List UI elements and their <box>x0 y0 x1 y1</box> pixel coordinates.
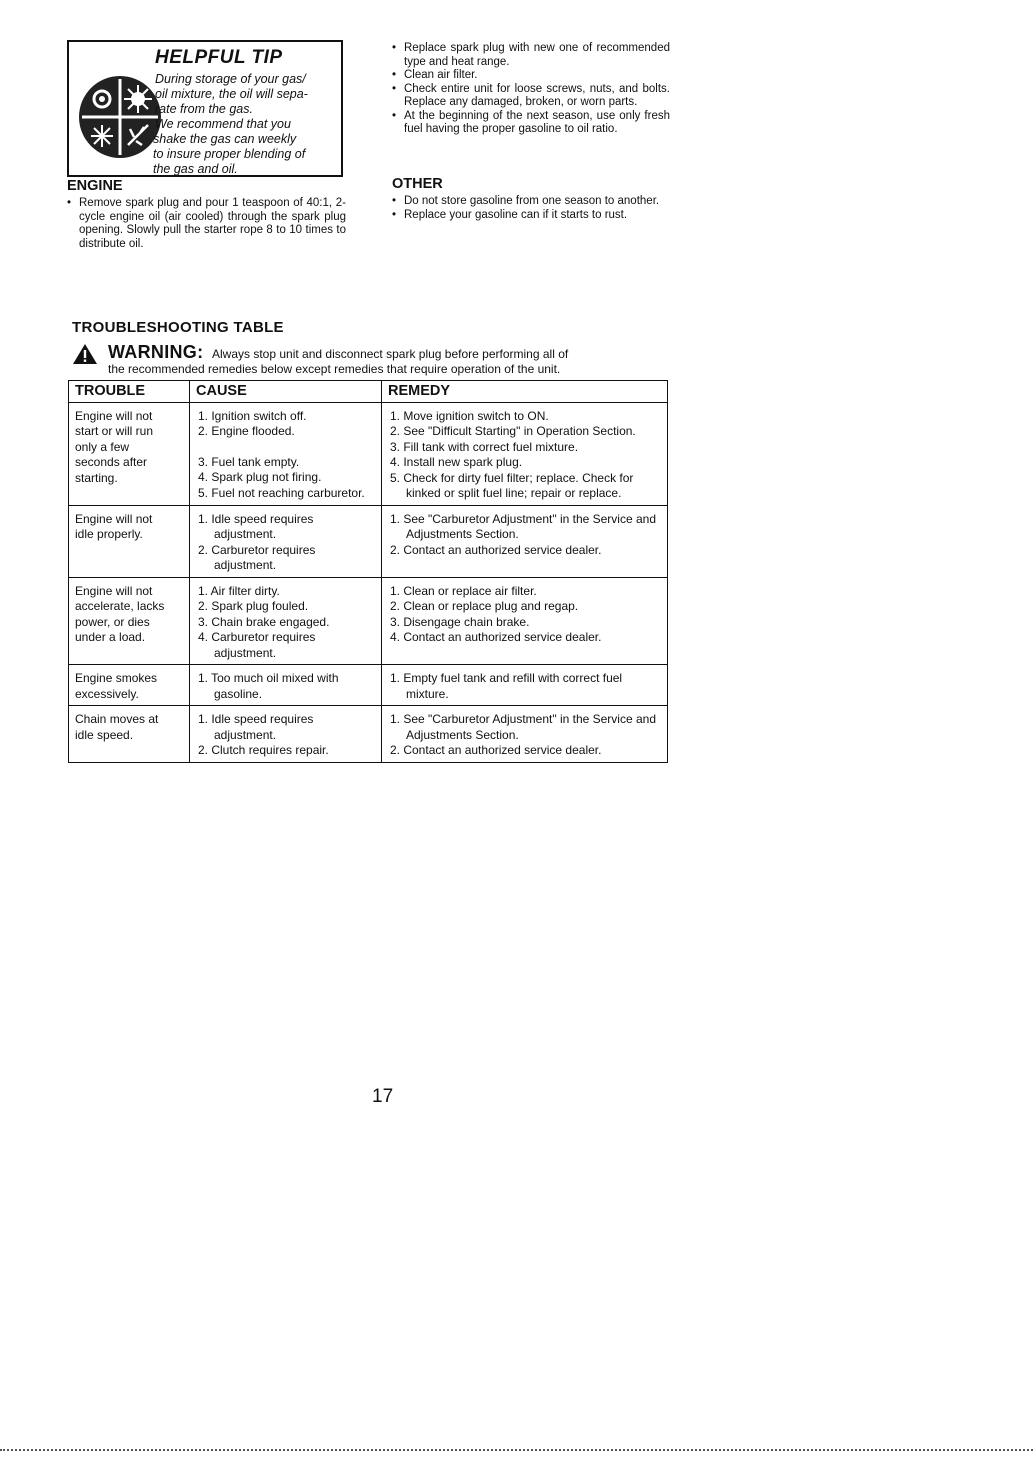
trouble-text: Engine smokes excessively. <box>75 671 158 701</box>
table-header-row <box>69 381 668 403</box>
other-list <box>392 195 670 222</box>
cause-item: 2. Engine flooded. <box>198 424 295 438</box>
header-remedy: REMEDY <box>382 381 668 403</box>
remedy-item: 1. See "Carburetor Adjustment" in the Service and Adjustments Section. <box>390 712 656 742</box>
trouble-text: Engine will not idle properly. <box>75 511 153 541</box>
cause-item: 5. Fuel not reaching carburetor. <box>198 485 365 500</box>
cause-cell <box>190 577 382 665</box>
other-heading: OTHER <box>392 176 443 192</box>
tip-line: During storage of your gas/ <box>155 72 306 86</box>
page-number: 17 <box>372 1086 394 1107</box>
helpful-tip-text <box>153 72 339 177</box>
cause-item: 3. Chain brake engaged. <box>198 614 330 629</box>
remedy-cell <box>382 706 668 763</box>
trouble-text: Engine will not start or will run only a few seconds after starting. <box>75 408 154 485</box>
remedy-item: 2. Clean or replace plug and regap. <box>390 599 579 613</box>
tip-line: oil mixture, the oil will sepa- <box>155 87 308 101</box>
remedy-item: 4. Contact an authorized service dealer. <box>390 630 602 644</box>
trouble-cell <box>69 706 190 763</box>
trouble-cell <box>69 577 190 665</box>
page-bottom-rule <box>0 1449 1033 1451</box>
remedy-cell <box>382 665 668 706</box>
table-row <box>69 665 668 706</box>
cause-cell <box>190 505 382 577</box>
remedy-item: 2. Contact an authorized service dealer. <box>390 542 602 557</box>
troubleshooting-table <box>68 380 668 763</box>
engine-bullet: • Remove spark plug and pour 1 teaspoon of 40:1, 2-cycle engine oil (air cooled) through the spark plug opening. Slowly pull the starter rope 8 to 10 times to distribute oil. <box>67 197 346 251</box>
storage-list <box>392 42 670 137</box>
tip-line: the gas and oil. <box>153 162 238 176</box>
remedy-item: 2. Contact an authorized service dealer. <box>390 743 602 757</box>
cause-cell <box>190 665 382 706</box>
cause-item: 2. Carburetor requires adjustment. <box>198 542 316 572</box>
table-row <box>69 505 668 577</box>
remedy-item: 1. Empty fuel tank and refill with correct fuel mixture. <box>390 671 623 701</box>
tip-line: shake the gas can weekly <box>153 132 297 146</box>
cause-item: 4. Spark plug not firing. <box>198 470 322 484</box>
table-row <box>69 706 668 763</box>
cause-item: 2. Clutch requires repair. <box>198 743 329 757</box>
helpful-tip-box <box>67 40 343 177</box>
trouble-cell <box>69 505 190 577</box>
warning-text: Always stop unit and disconnect spark plug before performing all of <box>212 347 569 361</box>
cause-item: 1. Idle speed requires adjustment. <box>198 511 314 541</box>
seasons-icon <box>78 75 162 159</box>
header-cause: CAUSE <box>190 381 382 403</box>
storage-bullet: • Replace spark plug with new one of recommended type and heat range. <box>392 42 670 69</box>
trouble-cell <box>69 665 190 706</box>
storage-bullet: • At the beginning of the next season, use only fresh fuel having the proper gasoline to oil ratio. <box>392 110 670 137</box>
storage-bullet: • Clean air filter. <box>392 69 670 83</box>
tip-line: to insure proper blending of <box>153 147 306 161</box>
trouble-cell <box>69 402 190 505</box>
cause-cell <box>190 402 382 505</box>
remedy-item: 4. Install new spark plug. <box>390 455 523 469</box>
remedy-cell <box>382 577 668 665</box>
remedy-cell <box>382 505 668 577</box>
cause-cell <box>190 706 382 763</box>
warning-text: the recommended remedies below except remedies that require operation of the unit. <box>108 362 561 376</box>
warning-icon <box>72 343 98 365</box>
cause-item: 1. Air filter dirty. <box>198 583 280 598</box>
trouble-text: Engine will not accelerate, lacks power, or dies under a load. <box>75 583 165 644</box>
cause-spacer <box>196 440 377 455</box>
cause-item: 1. Idle speed requires adjustment. <box>198 712 314 742</box>
troubleshooting-title: TROUBLESHOOTING TABLE <box>72 319 284 336</box>
other-bullet: • Do not store gasoline from one season to another. <box>392 195 670 209</box>
remedy-item: 2. See "Difficult Starting" in Operation Section. <box>390 424 636 438</box>
helpful-tip-title: HELPFUL TIP <box>155 47 283 68</box>
engine-heading: ENGINE <box>67 178 123 194</box>
remedy-item: 3. Fill tank with correct fuel mixture. <box>390 439 579 454</box>
remedy-item: 5. Check for dirty fuel filter; replace. Check for kinked or split fuel line; repair or replace. <box>390 470 634 500</box>
cause-item: 2. Spark plug fouled. <box>198 599 309 613</box>
tip-line: We recommend that you <box>155 117 291 131</box>
remedy-item: 1. Move ignition switch to ON. <box>390 408 549 423</box>
table-row <box>69 402 668 505</box>
engine-list <box>67 197 346 251</box>
tip-line: rate from the gas. <box>155 102 253 116</box>
cause-item: 3. Fuel tank empty. <box>198 454 300 469</box>
header-trouble: TROUBLE <box>69 381 190 403</box>
storage-bullet: • Check entire unit for loose screws, nuts, and bolts. Replace any damaged, broken, or worn parts. <box>392 83 670 110</box>
cause-item: 4. Carburetor requires adjustment. <box>198 630 316 660</box>
cause-item: 1. Ignition switch off. <box>198 408 307 423</box>
warning-label: WARNING: <box>108 342 204 362</box>
table-row <box>69 577 668 665</box>
trouble-text: Chain moves at idle speed. <box>75 712 159 742</box>
other-bullet: • Replace your gasoline can if it starts to rust. <box>392 209 670 223</box>
remedy-item: 1. Clean or replace air filter. <box>390 583 537 598</box>
remedy-cell <box>382 402 668 505</box>
remedy-item: 1. See "Carburetor Adjustment" in the Service and Adjustments Section. <box>390 511 656 541</box>
cause-item: 1. Too much oil mixed with gasoline. <box>198 671 339 701</box>
remedy-item: 3. Disengage chain brake. <box>390 614 530 629</box>
